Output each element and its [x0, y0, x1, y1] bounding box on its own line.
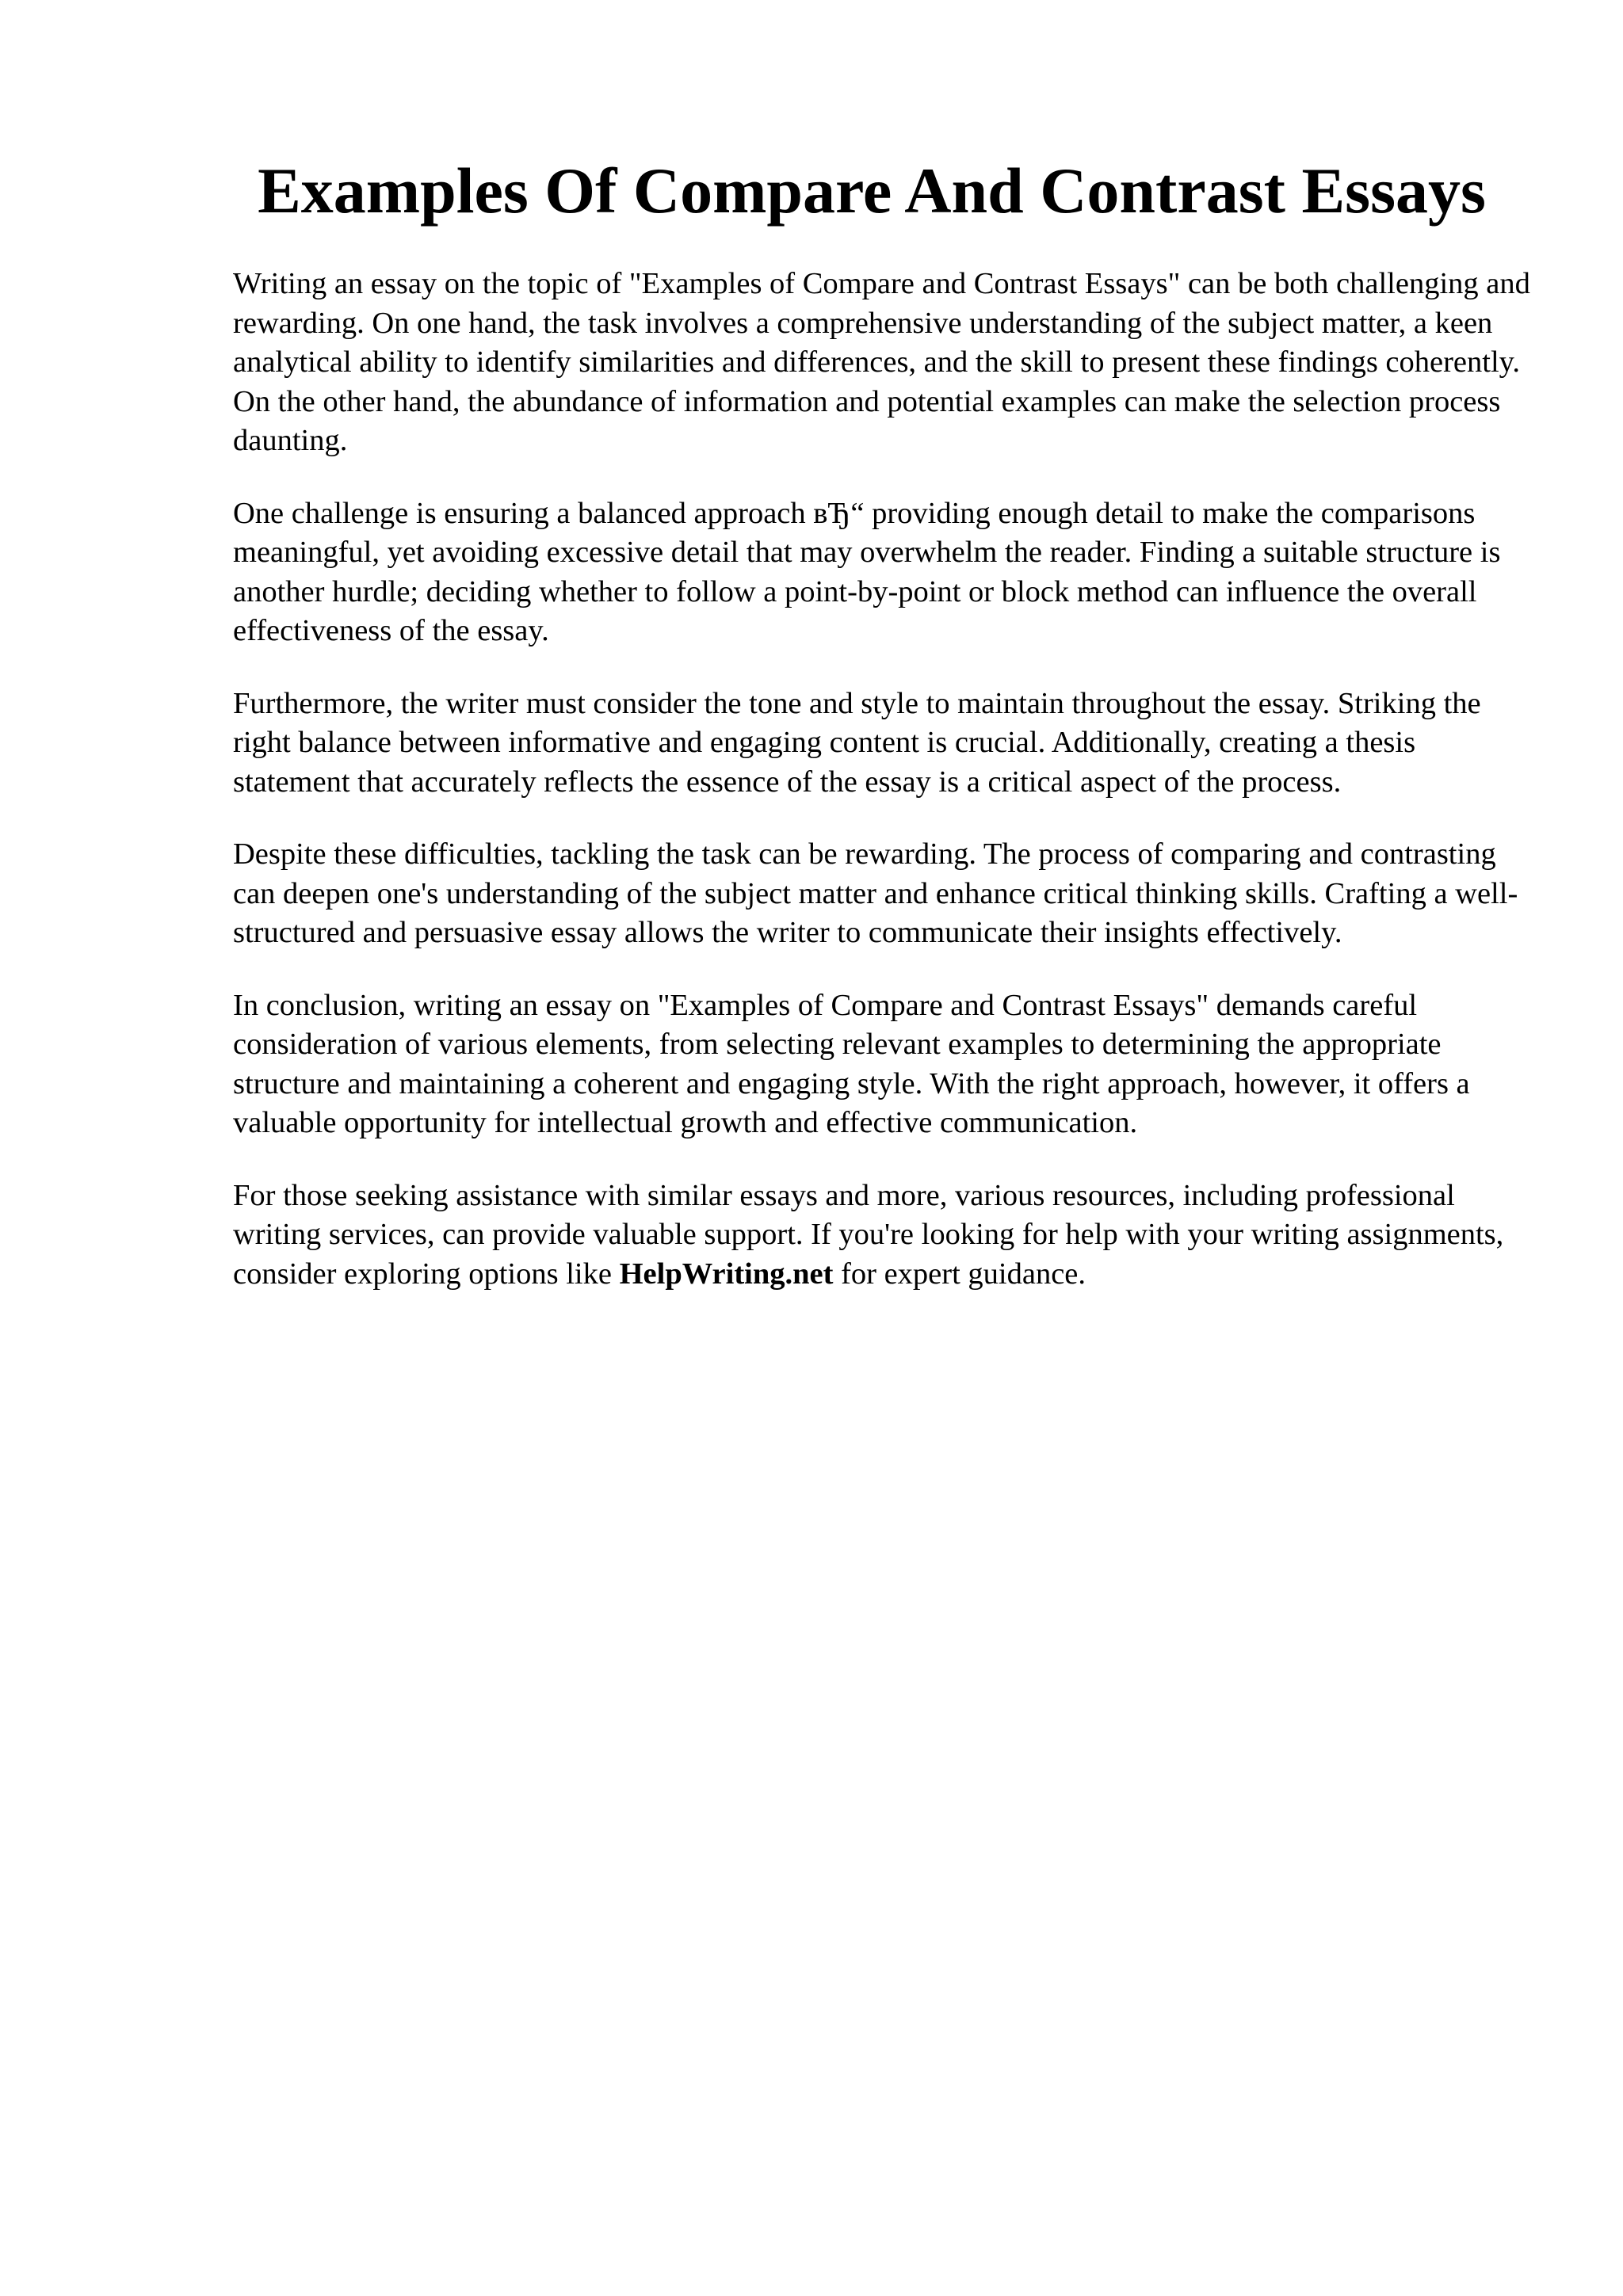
paragraph-4: Despite these difficulties, tackling the task can be rewarding. The process of comparing and contrasting can deepen one's understanding of the subject matter and enhance critical thinking skills. Crafting a well-structured and persuasive essay allows the writer to communicate their insights effectively.	[233, 837, 1518, 949]
paragraph-3: Furthermore, the writer must consider the tone and style to maintain throughout the essay. Striking the right balance between informative and engaging content is crucial. Additionally, creating a thesis statement that accurately reflects the essence of the essay is a critical aspect of the process.	[233, 686, 1481, 799]
paragraph-6	[233, 1177, 1533, 1295]
helpwriting-link[interactable]: HelpWriting.net	[619, 1257, 834, 1291]
page-title: Examples Of Compare And Contrast Essays	[258, 154, 1486, 227]
paragraph-6-text-after-link: for expert guidance.	[833, 1257, 1086, 1291]
paragraph-5: In conclusion, writing an essay on "Examples of Compare and Contrast Essays" demands careful consideration of various elements, from selecting relevant examples to determining the appropriate structure and maintaining a coherent and engaging style. With the right approach, however, it offers a valuable opportunity for intellectual growth and effective communication.	[233, 988, 1470, 1139]
paragraph-2: One challenge is ensuring a balanced approach вЂ“ providing enough detail to make the comparisons meaningful, yet avoiding excessive detail that may overwhelm the reader. Finding a suitable structure is another hurdle; deciding whether to follow a point-by-point or block method can influence the overall effectiveness of the essay.	[233, 496, 1501, 647]
paragraph-6-text-before-link: For those seeking assistance with similar essays and more, various resources, including professional writing services, can provide valuable support. If you're looking for help with your writing assignments, consider exploring options like	[233, 1178, 1504, 1291]
paragraph-1: Writing an essay on the topic of "Examples of Compare and Contrast Essays" can be both challenging and rewarding. On one hand, the task involves a comprehensive understanding of the subject matter, a keen analytical ability to identify similarities and differences, and the skill to present these findings coherently. On the other hand, the abundance of information and potential examples can make the selection process daunting.	[233, 267, 1530, 457]
essay-body	[233, 265, 1533, 1327]
